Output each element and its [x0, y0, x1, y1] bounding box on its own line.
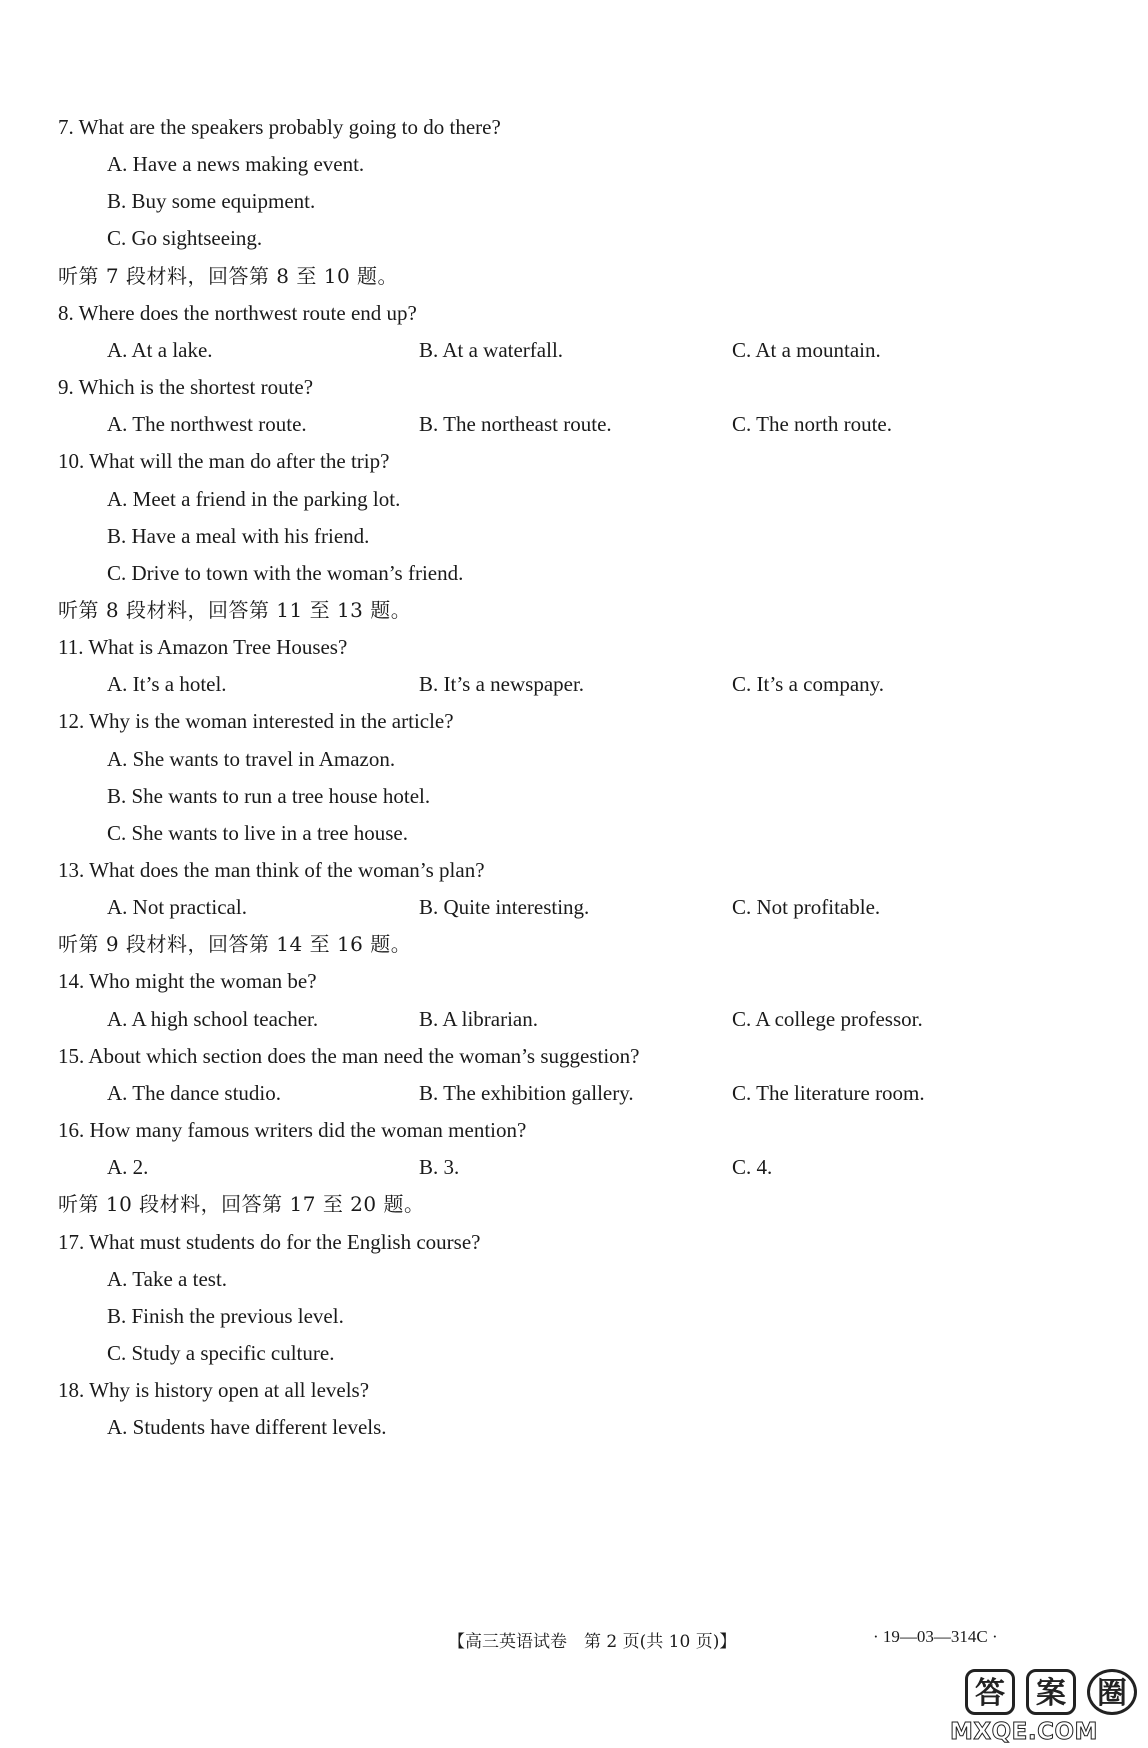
answer-option: B. Quite interesting. — [419, 895, 590, 919]
watermark-logo — [945, 1665, 1145, 1745]
question-text: 12. Why is the woman interested in the article? — [58, 709, 454, 733]
answer-option: B. It’s a newspaper. — [419, 672, 585, 696]
question-text: 9. Which is the shortest route? — [58, 375, 314, 399]
question-text: 14. Who might the woman be? — [58, 969, 317, 993]
watermark-glyphs — [965, 1667, 1137, 1717]
paper-code: · 19—03—314C · — [873, 1627, 998, 1646]
answer-option: B. She wants to run a tree house hotel. — [107, 784, 431, 808]
question-text: 13. What does the man think of the woman’s plan? — [58, 858, 485, 882]
answer-option: C. Not profitable. — [732, 895, 881, 919]
answer-option: C. She wants to live in a tree house. — [107, 821, 408, 845]
question-text: 7. What are the speakers probably going to do there? — [58, 115, 501, 139]
section-instruction: 听第 8 段材料，回答第 11 至 13 题。 — [58, 598, 412, 622]
watermark-text: MXQE.COM — [950, 1719, 1098, 1745]
answer-option: C. It’s a company. — [732, 672, 885, 696]
section-instruction: 听第 10 段材料，回答第 17 至 20 题。 — [58, 1192, 425, 1216]
answer-option: B. At a waterfall. — [419, 338, 564, 362]
answer-option: C. Study a specific culture. — [107, 1341, 335, 1365]
answer-option: A. Take a test. — [107, 1267, 228, 1291]
answer-option: B. The northeast route. — [419, 412, 612, 436]
answer-option: B. A librarian. — [419, 1007, 538, 1031]
answer-option: A. Have a news making event. — [107, 152, 365, 176]
question-text: 15. About which section does the man need the woman’s suggestion? — [58, 1044, 640, 1068]
answer-option: C. A college professor. — [732, 1007, 923, 1031]
answer-option: A. 2. — [107, 1155, 149, 1179]
answer-option: B. The exhibition gallery. — [419, 1081, 634, 1105]
section-instruction: 听第 9 段材料，回答第 14 至 16 题。 — [58, 932, 412, 956]
answer-option: A. Not practical. — [107, 895, 247, 919]
answer-option: A. The dance studio. — [107, 1081, 281, 1105]
answer-option: C. At a mountain. — [732, 338, 881, 362]
question-text: 8. Where does the northwest route end up? — [58, 301, 417, 325]
answer-option: A. Meet a friend in the parking lot. — [107, 487, 401, 511]
page-footer: 【高三英语试卷 第 2 页(共 10 页)】 — [448, 1632, 737, 1652]
answer-option: C. Drive to town with the woman’s friend. — [107, 561, 464, 585]
question-text: 18. Why is history open at all levels? — [58, 1378, 370, 1402]
question-text: 16. How many famous writers did the woman mention? — [58, 1118, 527, 1142]
answer-option: B. Have a meal with his friend. — [107, 524, 370, 548]
section-instruction: 听第 7 段材料，回答第 8 至 10 题。 — [58, 264, 399, 288]
question-text: 11. What is Amazon Tree Houses? — [58, 635, 348, 659]
answer-option: A. The northwest route. — [107, 412, 307, 436]
answer-option: A. She wants to travel in Amazon. — [107, 747, 396, 771]
answer-option: C. The literature room. — [732, 1081, 925, 1105]
answer-option: B. Finish the previous level. — [107, 1304, 344, 1328]
answer-option: C. Go sightseeing. — [107, 226, 263, 250]
answer-option: C. 4. — [732, 1155, 773, 1179]
answer-option: C. The north route. — [732, 412, 893, 436]
watermark-glyph: 案 — [1026, 1669, 1076, 1715]
answer-option: A. At a lake. — [107, 338, 213, 362]
watermark-glyph: 答 — [965, 1669, 1015, 1715]
answer-option: B. 3. — [419, 1155, 460, 1179]
answer-option: A. Students have different levels. — [107, 1415, 387, 1439]
answer-option: A. It’s a hotel. — [107, 672, 227, 696]
answer-option: A. A high school teacher. — [107, 1007, 319, 1031]
question-text: 17. What must students do for the English course? — [58, 1230, 481, 1254]
watermark-glyph: 圈 — [1087, 1669, 1137, 1715]
question-text: 10. What will the man do after the trip? — [58, 449, 390, 473]
answer-option: B. Buy some equipment. — [107, 189, 316, 213]
